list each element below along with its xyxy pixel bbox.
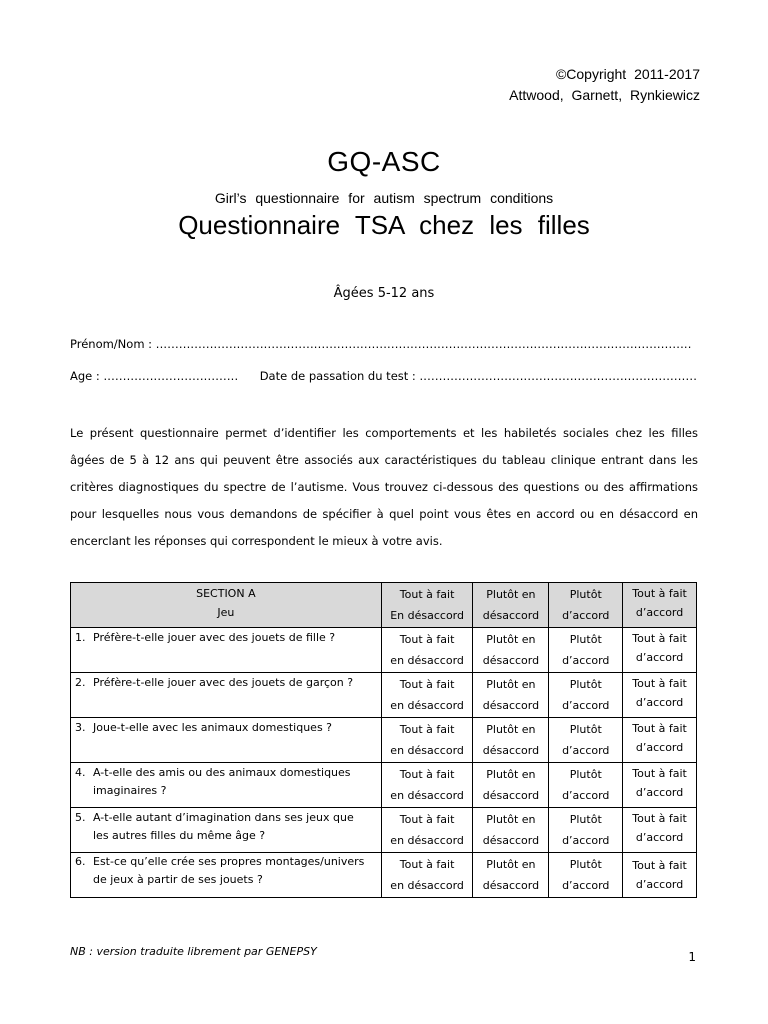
- answer-strongly-disagree[interactable]: [381, 673, 473, 718]
- name-label: Prénom/Nom :: [70, 337, 153, 351]
- english-subtitle: Girl’s questionnaire for autism spectrum conditions: [214, 190, 554, 206]
- answer-line: en désaccord: [390, 654, 464, 667]
- answer-line: Tout à fait: [632, 722, 687, 735]
- answer-line: en désaccord: [390, 834, 464, 847]
- answer-line: Tout à fait: [632, 632, 687, 645]
- header-line: désaccord: [482, 609, 540, 622]
- answer-line: Tout à fait: [632, 812, 687, 825]
- answer-disagree[interactable]: [473, 628, 549, 673]
- answer-line: Plutôt: [569, 858, 602, 871]
- section-subtitle: Jeu: [217, 606, 235, 619]
- french-title: Questionnaire TSA chez les filles: [178, 210, 590, 240]
- header-line: d’accord: [562, 609, 610, 622]
- answer-strongly-disagree[interactable]: [381, 763, 473, 808]
- answer-strongly-disagree[interactable]: [381, 853, 473, 898]
- question-text: Préfère-t-elle jouer avec des jouets de fille ?: [93, 631, 336, 644]
- header-line: Plutôt: [569, 588, 602, 601]
- age-field[interactable]: ...................................: [103, 369, 239, 383]
- authors-line: Attwood, Garnett, Rynkiewicz: [509, 87, 700, 103]
- answer-strongly-disagree[interactable]: [381, 808, 473, 853]
- table-row: [71, 808, 697, 853]
- question-number: 5.: [75, 811, 86, 824]
- answer-line: Plutôt en: [486, 858, 536, 871]
- copyright-line: ©Copyright 2011-2017: [555, 66, 700, 82]
- answer-agree[interactable]: [549, 763, 623, 808]
- section-title: SECTION A: [196, 587, 256, 600]
- copyright-block: [509, 64, 700, 106]
- intro-paragraph: Le présent questionnaire permet d’identifier les comportements et les habiletés sociales chez les filles âgées de 5 à 12 ans qui peuvent être associés aux caractéristiques du tableau clinique entrant dans les critères diagnostiques du spectre de l’autisme. Vous trouvez ci-dessous des questions ou des affirmations pour lesquelles nous vous demandons de spécifier à quel point vous êtes en accord ou en désaccord en encerclant les réponses qui correspondent le mieux à votre avis.: [70, 426, 698, 548]
- answer-agree[interactable]: [549, 718, 623, 763]
- table-row: [71, 763, 697, 808]
- answer-line: Tout à fait: [632, 677, 687, 690]
- answer-line: en désaccord: [390, 789, 464, 802]
- table-row: [71, 628, 697, 673]
- questionnaire-table: [70, 582, 697, 898]
- answer-line: en désaccord: [390, 699, 464, 712]
- answer-strongly-disagree[interactable]: [381, 718, 473, 763]
- header-strongly-agree: [623, 583, 697, 628]
- question-text: Est-ce qu’elle crée ses propres montages/univers de jeux à partir de ses jouets ?: [93, 855, 365, 886]
- answer-line: d’accord: [562, 699, 610, 712]
- question-number: 2.: [75, 676, 86, 689]
- answer-agree[interactable]: [549, 673, 623, 718]
- answer-disagree[interactable]: [473, 763, 549, 808]
- answer-line: Plutôt en: [486, 813, 536, 826]
- answer-strongly-agree[interactable]: [623, 853, 697, 898]
- answer-line: Plutôt: [569, 723, 602, 736]
- answer-disagree[interactable]: [473, 718, 549, 763]
- age-date-row: [70, 369, 697, 383]
- question-number: 1.: [75, 631, 86, 644]
- answer-disagree[interactable]: [473, 808, 549, 853]
- header-strongly-disagree: [381, 583, 473, 628]
- answer-line: désaccord: [482, 699, 540, 712]
- answer-line: Tout à fait: [399, 678, 455, 691]
- question-text: A-t-elle autant d’imagination dans ses jeux que les autres filles du même âge ?: [93, 811, 354, 842]
- table-row: [71, 673, 697, 718]
- table-header-row: [71, 583, 697, 628]
- answer-agree[interactable]: [549, 628, 623, 673]
- question-text: Joue-t-elle avec les animaux domestiques ?: [93, 721, 333, 734]
- answer-strongly-agree[interactable]: [623, 673, 697, 718]
- answer-line: désaccord: [482, 654, 540, 667]
- answer-disagree[interactable]: [473, 673, 549, 718]
- answer-line: désaccord: [482, 879, 540, 892]
- answer-line: Tout à fait: [632, 767, 687, 780]
- answer-strongly-agree[interactable]: [623, 808, 697, 853]
- question-cell: [71, 853, 382, 898]
- question-number: 6.: [75, 855, 86, 868]
- table-row: [71, 853, 697, 898]
- question-text: Préfère-t-elle jouer avec des jouets de garçon ?: [93, 676, 354, 689]
- answer-line: désaccord: [482, 789, 540, 802]
- answer-strongly-disagree[interactable]: [381, 628, 473, 673]
- question-cell: [71, 808, 382, 853]
- answer-line: en désaccord: [390, 879, 464, 892]
- answer-line: Tout à fait: [632, 859, 687, 872]
- answer-line: Plutôt en: [486, 633, 536, 646]
- answer-line: d’accord: [635, 786, 684, 799]
- answer-strongly-agree[interactable]: [623, 628, 697, 673]
- answer-agree[interactable]: [549, 808, 623, 853]
- header-line: Tout à fait: [399, 588, 455, 601]
- question-cell: [71, 763, 382, 808]
- header-line: Plutôt en: [486, 588, 536, 601]
- header-disagree: [473, 583, 549, 628]
- question-cell: [71, 673, 382, 718]
- document-title: GQ-ASC: [327, 146, 441, 177]
- age-label: Age :: [70, 369, 100, 383]
- section-header: [71, 583, 382, 628]
- answer-line: d’accord: [635, 831, 684, 844]
- answer-line: Plutôt: [569, 633, 602, 646]
- date-field[interactable]: ........................................................................: [419, 369, 698, 383]
- name-field-row: [70, 337, 692, 351]
- answer-line: d’accord: [635, 878, 684, 891]
- page-number: 1: [688, 950, 696, 964]
- answer-line: Tout à fait: [399, 768, 455, 781]
- answer-line: Plutôt: [569, 813, 602, 826]
- answer-line: désaccord: [482, 834, 540, 847]
- header-line: d’accord: [635, 606, 684, 619]
- question-number: 3.: [75, 721, 86, 734]
- answer-line: d’accord: [635, 651, 684, 664]
- answer-line: Plutôt: [569, 678, 602, 691]
- answer-line: d’accord: [562, 654, 610, 667]
- answer-line: Tout à fait: [399, 723, 455, 736]
- date-label: Date de passation du test :: [259, 369, 416, 383]
- question-number: 4.: [75, 766, 86, 779]
- question-text: A-t-elle des amis ou des animaux domestiques imaginaires ?: [93, 766, 351, 797]
- answer-line: Plutôt en: [486, 678, 536, 691]
- answer-strongly-agree[interactable]: [623, 763, 697, 808]
- answer-line: d’accord: [635, 696, 684, 709]
- answer-line: en désaccord: [390, 744, 464, 757]
- answer-line: Plutôt: [569, 768, 602, 781]
- footer-note: NB : version traduite librement par GENEPSY: [70, 945, 317, 958]
- answer-line: d’accord: [562, 834, 610, 847]
- answer-line: d’accord: [635, 741, 684, 754]
- answer-line: désaccord: [482, 744, 540, 757]
- answer-line: Plutôt en: [486, 768, 536, 781]
- question-cell: [71, 628, 382, 673]
- header-line: En désaccord: [390, 609, 464, 622]
- answer-disagree[interactable]: [473, 853, 549, 898]
- answer-agree[interactable]: [549, 853, 623, 898]
- age-range: Âgées 5-12 ans: [333, 286, 435, 301]
- answer-line: Tout à fait: [399, 813, 455, 826]
- table-row: [71, 718, 697, 763]
- answer-line: Tout à fait: [399, 858, 455, 871]
- header-agree: [549, 583, 623, 628]
- question-cell: [71, 718, 382, 763]
- name-field[interactable]: ...........................................................................................................................................: [155, 337, 692, 351]
- answer-line: d’accord: [562, 744, 610, 757]
- answer-line: Tout à fait: [399, 633, 455, 646]
- answer-line: d’accord: [562, 879, 610, 892]
- answer-line: Plutôt en: [486, 723, 536, 736]
- answer-line: d’accord: [562, 789, 610, 802]
- answer-strongly-agree[interactable]: [623, 718, 697, 763]
- header-line: Tout à fait: [632, 587, 687, 600]
